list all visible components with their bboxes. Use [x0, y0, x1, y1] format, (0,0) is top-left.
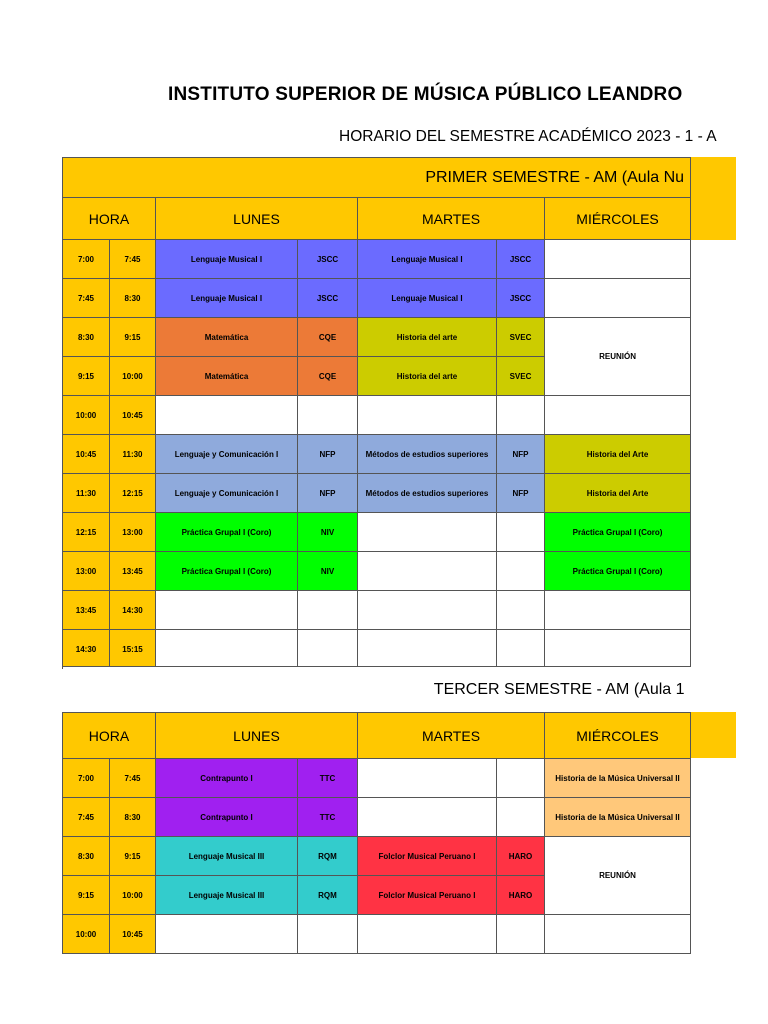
document-title: INSTITUTO SUPERIOR DE MÚSICA PÚBLICO LEANDRO	[168, 84, 683, 105]
time-start: 9:15	[63, 357, 110, 396]
semester-banner-primer: PRIMER SEMESTRE - AM (Aula Nu	[63, 158, 691, 198]
teacher-code-lunes: TTC	[298, 798, 358, 837]
course-martes: Folclor Musical Peruano I	[358, 876, 497, 915]
teacher-code-lunes: TTC	[298, 759, 358, 798]
course-miercoles	[545, 396, 691, 435]
table-row	[63, 513, 691, 552]
teacher-code-lunes	[298, 915, 358, 954]
course-lunes: Lenguaje Musical III	[156, 876, 298, 915]
course-lunes: Lenguaje Musical I	[156, 279, 298, 318]
course-martes	[358, 552, 497, 591]
course-lunes	[156, 915, 298, 954]
teacher-code-martes	[497, 552, 545, 591]
time-end: 9:15	[110, 318, 156, 357]
table-row	[63, 318, 691, 357]
time-end: 13:00	[110, 513, 156, 552]
course-miercoles: Historia de la Música Universal II	[545, 798, 691, 837]
teacher-code-martes	[497, 630, 545, 669]
table-row	[63, 591, 691, 630]
teacher-code-lunes	[298, 591, 358, 630]
course-miercoles	[545, 591, 691, 630]
course-lunes: Contrapunto I	[156, 759, 298, 798]
table-row	[63, 396, 691, 435]
course-lunes	[156, 591, 298, 630]
teacher-code-lunes: CQE	[298, 318, 358, 357]
teacher-code-martes: NFP	[497, 474, 545, 513]
teacher-code-martes	[497, 396, 545, 435]
time-start: 7:00	[63, 759, 110, 798]
header-hora: HORA	[63, 713, 156, 759]
course-miercoles: Práctica Grupal I (Coro)	[545, 513, 691, 552]
time-end: 15:15	[110, 630, 156, 669]
course-martes: Lenguaje Musical I	[358, 240, 497, 279]
table-row	[63, 798, 691, 837]
teacher-code-martes: JSCC	[497, 279, 545, 318]
table-row	[63, 474, 691, 513]
teacher-code-martes: SVEC	[497, 318, 545, 357]
teacher-code-martes: NFP	[497, 435, 545, 474]
teacher-code-lunes: NIV	[298, 513, 358, 552]
course-miercoles: Práctica Grupal I (Coro)	[545, 552, 691, 591]
time-start: 7:45	[63, 279, 110, 318]
teacher-code-lunes: NFP	[298, 435, 358, 474]
course-miercoles	[545, 915, 691, 954]
table-row	[63, 837, 691, 876]
meeting-cell: REUNIÓN	[545, 318, 691, 396]
time-end: 7:45	[110, 240, 156, 279]
time-start: 13:00	[63, 552, 110, 591]
teacher-code-martes	[497, 798, 545, 837]
header-martes: MARTES	[358, 713, 545, 759]
course-miercoles	[545, 279, 691, 318]
teacher-code-lunes: RQM	[298, 876, 358, 915]
course-martes: Historia del arte	[358, 318, 497, 357]
course-lunes	[156, 630, 298, 669]
meeting-cell: REUNIÓN	[545, 837, 691, 915]
time-start: 10:00	[63, 396, 110, 435]
schedule-table-primer	[62, 157, 691, 669]
time-end: 13:45	[110, 552, 156, 591]
banner-extension-primer	[690, 157, 736, 240]
banner-extension-tercer	[690, 712, 736, 758]
header-miercoles: MIÉRCOLES	[545, 198, 691, 240]
table-row	[63, 552, 691, 591]
time-start: 7:00	[63, 240, 110, 279]
time-end: 7:45	[110, 759, 156, 798]
time-end: 10:45	[110, 396, 156, 435]
course-martes: Historia del arte	[358, 357, 497, 396]
course-martes	[358, 915, 497, 954]
course-lunes: Matemática	[156, 357, 298, 396]
time-start: 11:30	[63, 474, 110, 513]
table-row	[63, 915, 691, 954]
course-martes	[358, 798, 497, 837]
time-start: 8:30	[63, 837, 110, 876]
header-martes: MARTES	[358, 198, 545, 240]
course-lunes: Práctica Grupal I (Coro)	[156, 513, 298, 552]
table-row	[63, 279, 691, 318]
teacher-code-lunes: JSCC	[298, 279, 358, 318]
time-end: 11:30	[110, 435, 156, 474]
course-lunes: Contrapunto I	[156, 798, 298, 837]
schedule-table-tercer	[62, 666, 691, 954]
header-lunes: LUNES	[156, 713, 358, 759]
time-end: 8:30	[110, 798, 156, 837]
course-miercoles	[545, 240, 691, 279]
teacher-code-martes: JSCC	[497, 240, 545, 279]
teacher-code-martes	[497, 759, 545, 798]
time-start: 10:45	[63, 435, 110, 474]
teacher-code-lunes: NFP	[298, 474, 358, 513]
time-start: 7:45	[63, 798, 110, 837]
teacher-code-lunes: RQM	[298, 837, 358, 876]
teacher-code-lunes: JSCC	[298, 240, 358, 279]
time-end: 12:15	[110, 474, 156, 513]
table-row	[63, 435, 691, 474]
course-martes: Métodos de estudios superiores	[358, 435, 497, 474]
teacher-code-martes: HARO	[497, 837, 545, 876]
teacher-code-martes: HARO	[497, 876, 545, 915]
teacher-code-lunes	[298, 396, 358, 435]
table-row	[63, 630, 691, 669]
teacher-code-martes	[497, 915, 545, 954]
course-lunes: Lenguaje y Comunicación I	[156, 474, 298, 513]
course-martes: Métodos de estudios superiores	[358, 474, 497, 513]
course-lunes: Matemática	[156, 318, 298, 357]
time-start: 9:15	[63, 876, 110, 915]
course-martes: Lenguaje Musical I	[358, 279, 497, 318]
time-end: 10:00	[110, 876, 156, 915]
document-subtitle: HORARIO DEL SEMESTRE ACADÉMICO 2023 - 1 - A	[339, 128, 717, 145]
time-end: 14:30	[110, 591, 156, 630]
time-start: 8:30	[63, 318, 110, 357]
teacher-code-lunes	[298, 630, 358, 669]
course-lunes: Práctica Grupal I (Coro)	[156, 552, 298, 591]
header-lunes: LUNES	[156, 198, 358, 240]
teacher-code-lunes: CQE	[298, 357, 358, 396]
course-miercoles: Historia del Arte	[545, 474, 691, 513]
time-end: 8:30	[110, 279, 156, 318]
course-martes	[358, 396, 497, 435]
course-lunes: Lenguaje Musical I	[156, 240, 298, 279]
course-lunes	[156, 396, 298, 435]
course-martes: Folclor Musical Peruano I	[358, 837, 497, 876]
teacher-code-martes: SVEC	[497, 357, 545, 396]
time-end: 9:15	[110, 837, 156, 876]
semester-banner-tercer: TERCER SEMESTRE - AM (Aula 1	[63, 667, 691, 713]
course-martes	[358, 759, 497, 798]
time-end: 10:00	[110, 357, 156, 396]
course-lunes: Lenguaje y Comunicación I	[156, 435, 298, 474]
course-martes	[358, 513, 497, 552]
table-row	[63, 240, 691, 279]
course-miercoles: Historia del Arte	[545, 435, 691, 474]
table-row	[63, 759, 691, 798]
time-end: 10:45	[110, 915, 156, 954]
time-start: 14:30	[63, 630, 110, 669]
teacher-code-martes	[497, 591, 545, 630]
course-miercoles	[545, 630, 691, 669]
time-start: 13:45	[63, 591, 110, 630]
header-hora: HORA	[63, 198, 156, 240]
time-start: 12:15	[63, 513, 110, 552]
header-miercoles: MIÉRCOLES	[545, 713, 691, 759]
course-martes	[358, 591, 497, 630]
course-lunes: Lenguaje Musical III	[156, 837, 298, 876]
teacher-code-lunes: NIV	[298, 552, 358, 591]
time-start: 10:00	[63, 915, 110, 954]
teacher-code-martes	[497, 513, 545, 552]
course-martes	[358, 630, 497, 669]
course-miercoles: Historia de la Música Universal II	[545, 759, 691, 798]
